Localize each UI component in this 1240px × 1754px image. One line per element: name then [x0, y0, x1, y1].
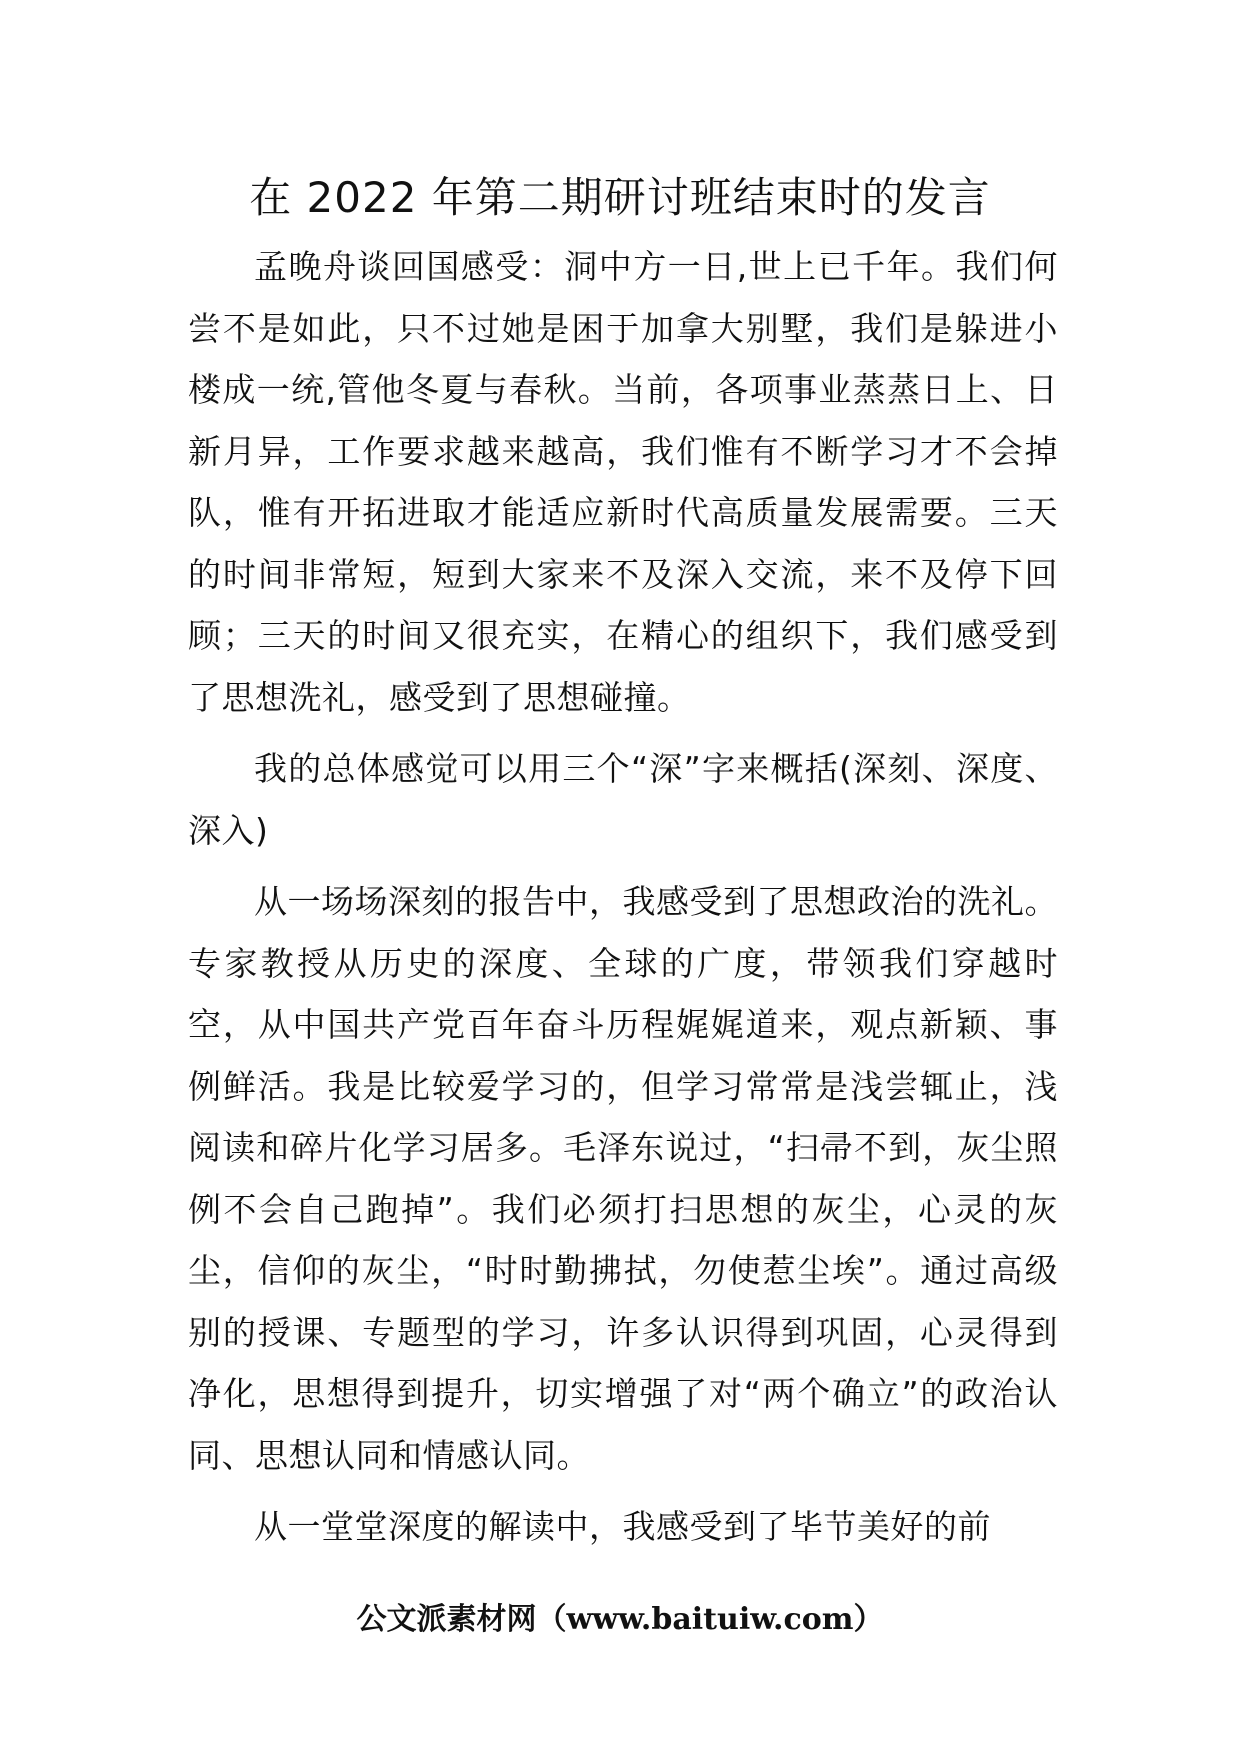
paragraph-1: 孟晚舟谈回国感受：洞中方一日,世上已千年。我们何尝不是如此，只不过她是困于加拿大别墅，我们是躲进小楼成一统,管他冬夏与春秋。当前，各项事业蒸蒸日上、日新月异，工作要求越来越高，我们惟有不断学习才不会掉队，惟有开拓进取才能适应新时代高质量发展需要。三天的时间非常短，短到大家来不及深入交流，来不及停下回顾；三天的时间又很充实，在精心的组织下，我们感受到了思想洗礼，感受到了思想碰撞。 [188, 247, 1058, 717]
footer-watermark: 公文派素材网（www.baituiw.com） [356, 1602, 884, 1637]
paragraph-2: 我的总体感觉可以用三个“深”字来概括(深刻、深度、深入) [188, 749, 1058, 850]
document-body [188, 236, 1058, 1558]
document-title: 在 2022 年第二期研讨班结束时的发言 [249, 173, 991, 222]
paragraph-3: 从一场场深刻的报告中，我感受到了思想政治的洗礼。专家教授从历史的深度、全球的广度，带领我们穿越时空，从中国共产党百年奋斗历程娓娓道来，观点新颖、事例鲜活。我是比较爱学习的，但学习常常是浅尝辄止，浅阅读和碎片化学习居多。毛泽东说过，“扫帚不到，灰尘照例不会自己跑掉”。我们必须打扫思想的灰尘，心灵的灰尘，信仰的灰尘，“时时勤拂拭，勿使惹尘埃”。通过高级别的授课、专题型的学习，许多认识得到巩固，心灵得到净化，思想得到提升，切实增强了对“两个确立”的政治认同、思想认同和情感认同。 [188, 882, 1058, 1475]
paragraph-4: 从一堂堂深度的解读中，我感受到了毕节美好的前 [254, 1507, 991, 1546]
